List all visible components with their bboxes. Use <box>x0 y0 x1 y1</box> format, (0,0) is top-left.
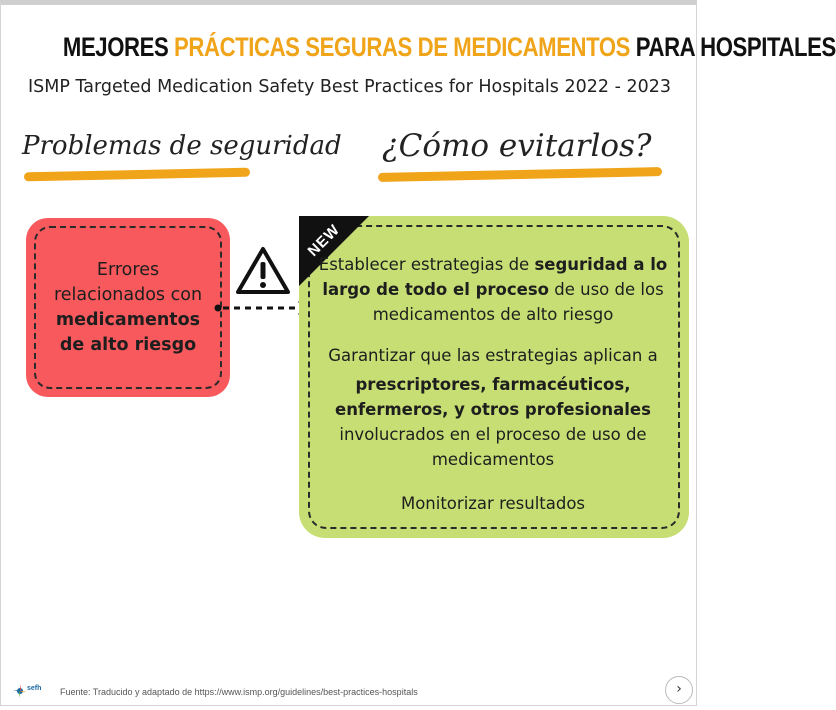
solution-2-line-1: Garantizar que las estrategias aplican a <box>328 346 658 365</box>
solution-1-line-3: medicamentos de alto riesgo <box>372 305 614 324</box>
problem-line-1: Errores <box>96 260 160 280</box>
page-subtitle: ISMP Targeted Medication Safety Best Practices for Hospitals 2022 - 2023 <box>28 77 671 97</box>
title-part2: PARA HOSPITALES <box>630 32 836 62</box>
solution-1-bold-a: seguridad a lo <box>534 255 668 274</box>
solution-2-bold-2: enfermeros, y otros profesionales <box>335 400 651 419</box>
next-slide-button[interactable] <box>665 676 693 704</box>
solution-2-line-4: involucrados en el proceso de uso de <box>339 425 647 444</box>
problem-line-3: medicamentos <box>55 310 201 330</box>
solution-1-prefix: Establecer estrategias de <box>318 255 535 274</box>
solution-3: Monitorizar resultados <box>400 494 586 513</box>
sefh-logo-text: sefh <box>27 685 42 692</box>
right-heading: ¿Cómo evitarlos? <box>382 128 652 164</box>
problem-line-4: de alto riesgo <box>59 335 197 355</box>
title-accent: PRÁCTICAS SEGURAS DE MEDICAMENTOS <box>174 32 631 62</box>
page-title <box>62 32 836 63</box>
chevron-right-icon[interactable]: › <box>676 681 682 697</box>
solution-1-suffix: de uso de los <box>549 280 664 299</box>
sefh-logo-icon <box>12 683 28 699</box>
new-badge-label: NEW <box>304 221 344 260</box>
solution-2-bold-1: prescriptores, farmacéuticos, <box>355 375 631 394</box>
solution-2 <box>312 343 674 472</box>
problem-line-2: relacionados con <box>53 285 203 305</box>
warning-triangle-icon <box>234 245 292 297</box>
solution-2-line-5: medicamentos <box>431 450 555 469</box>
left-heading: Problemas de seguridad <box>22 131 342 161</box>
solution-1-bold-b: largo de todo el proceso <box>322 280 550 299</box>
title-part1: MEJORES <box>62 32 175 62</box>
solution-1 <box>312 252 674 327</box>
source-footer: Fuente: Traducido y adaptado de https://www.ismp.org/guidelines/best-practices-hospitals <box>60 687 418 697</box>
